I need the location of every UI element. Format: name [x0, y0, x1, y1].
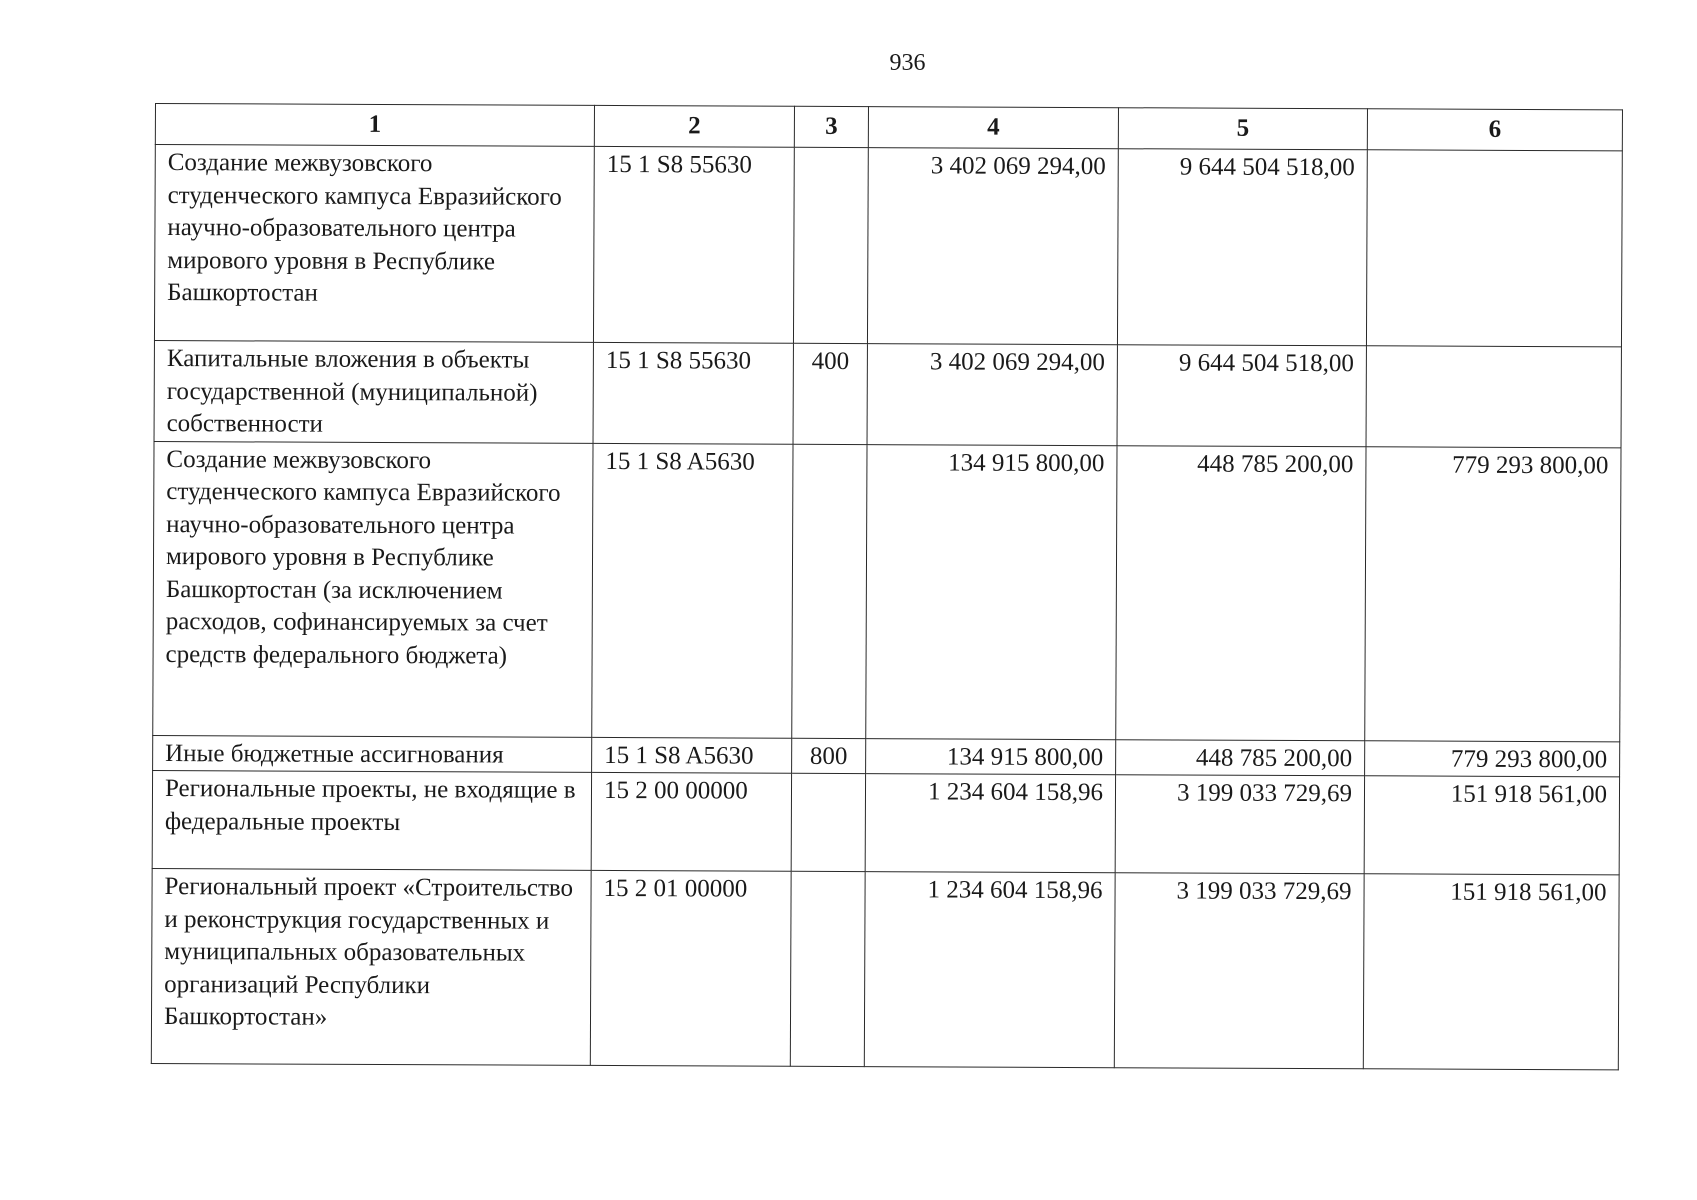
column-header-6: 6: [1367, 109, 1622, 151]
row-code-cell: 15 1 S8 A5630: [592, 737, 792, 773]
table-row: [154, 145, 1622, 347]
row-amount-col6: [1366, 346, 1621, 448]
table-row: [154, 340, 1621, 447]
table-row: [153, 441, 1621, 741]
row-type-cell: [793, 147, 868, 343]
row-amount-col6: 151 918 561,00: [1363, 874, 1619, 1070]
table-row: [151, 868, 1619, 1069]
column-header-1: 1: [155, 104, 594, 147]
row-amount-col6: [1366, 150, 1622, 347]
page-number: 936: [889, 50, 926, 76]
row-amount-col5: 9 644 504 518,00: [1117, 149, 1367, 346]
row-code-cell: 15 2 00 00000: [591, 772, 791, 871]
column-header-2: 2: [594, 105, 794, 147]
column-header-4: 4: [868, 107, 1118, 149]
row-amount-col5: 3 199 033 729,69: [1114, 873, 1364, 1069]
row-type-cell: [791, 773, 865, 871]
row-name-cell: Иные бюджетные ассигнования: [153, 735, 592, 772]
row-code-cell: 15 1 S8 55630: [593, 146, 794, 343]
row-type-cell: [792, 444, 867, 738]
table-header-row: [155, 104, 1622, 151]
row-amount-col5: 9 644 504 518,00: [1117, 345, 1366, 447]
row-amount-col4: 3 402 069 294,00: [867, 344, 1117, 446]
row-type-cell: 800: [792, 738, 866, 774]
table-row: [152, 770, 1619, 874]
row-name-cell: Капитальные вложения в объекты государственной (муниципальной) собственности: [154, 340, 593, 442]
row-name-cell: Создание межвузовского студенческого кампуса Евразийского научно-образовательного центра мирового уровня в Республике Башкортостан (за исключением расходов, софинансируемых за счет средств федерального бюджета): [153, 441, 593, 737]
row-amount-col4: 1 234 604 158,96: [864, 872, 1115, 1068]
row-code-cell: 15 1 S8 55630: [593, 342, 793, 443]
row-type-cell: 400: [793, 343, 867, 444]
row-amount-col4: 1 234 604 158,96: [865, 774, 1115, 873]
row-code-cell: 15 1 S8 A5630: [592, 443, 793, 738]
row-amount-col4: 134 915 800,00: [866, 738, 1116, 775]
row-name-cell: Создание межвузовского студенческого кампуса Евразийского научно-образовательного центра мирового уровня в Республике Башкортостан: [154, 145, 594, 343]
row-amount-col6: 151 918 561,00: [1364, 776, 1619, 875]
row-amount-col6: 779 293 800,00: [1365, 740, 1620, 777]
row-type-cell: [790, 871, 865, 1066]
row-amount-col4: 3 402 069 294,00: [867, 148, 1118, 345]
column-header-5: 5: [1118, 108, 1367, 150]
table-row: [153, 735, 1620, 777]
row-name-cell: Региональный проект «Строительство и реконструкция государственных и муниципальных образовательных организаций Республики Башкортостан»: [151, 868, 591, 1065]
column-header-3: 3: [794, 106, 868, 147]
row-amount-col5: 448 785 200,00: [1116, 445, 1366, 740]
row-code-cell: 15 2 01 00000: [590, 870, 791, 1066]
row-amount-col6: 779 293 800,00: [1365, 446, 1621, 741]
row-amount-col4: 134 915 800,00: [866, 444, 1117, 739]
row-amount-col5: 3 199 033 729,69: [1115, 775, 1364, 874]
budget-table: [151, 103, 1623, 1070]
row-amount-col5: 448 785 200,00: [1116, 739, 1365, 776]
row-name-cell: Региональные проекты, не входящие в федеральные проекты: [152, 770, 591, 870]
